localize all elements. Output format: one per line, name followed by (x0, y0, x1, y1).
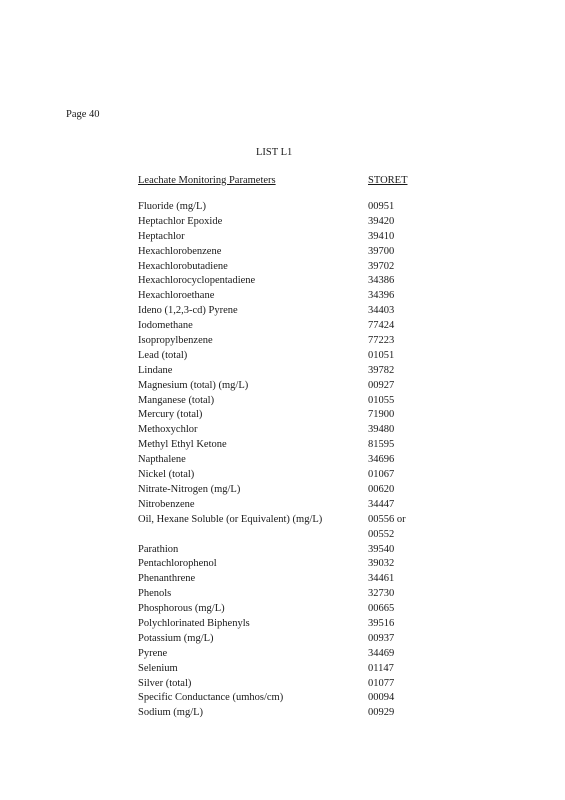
parameter-name: Manganese (total) (138, 394, 215, 406)
parameter-name: Phenols (138, 588, 172, 600)
table-row (138, 515, 438, 545)
parameter-name: Sodium (mg/L) (138, 707, 204, 719)
parameter-name: Hexachlorocyclopentadiene (138, 275, 256, 287)
parameter-name: Magnesium (total) (mg/L) (138, 379, 249, 391)
storet-code: 00094 (368, 692, 395, 704)
storet-code: 01147 (368, 662, 394, 674)
storet-code: 01067 (368, 469, 395, 481)
parameter-name: Hexachloroethane (138, 290, 215, 302)
parameter-name: Lindane (138, 364, 173, 376)
storet-code: 39700 (368, 245, 395, 257)
parameter-name: Mercury (total) (138, 409, 203, 421)
storet-code: 34386 (368, 275, 395, 287)
parameter-name: Heptachlor Epoxide (138, 215, 223, 227)
storet-code: 34403 (368, 305, 395, 317)
parameter-name: Silver (total) (138, 677, 192, 689)
parameter-name: Hexachlorobutadiene (138, 260, 228, 272)
storet-code: 34696 (368, 454, 395, 466)
storet-code: 00665 (368, 603, 395, 615)
list-title: LIST L1 (256, 147, 293, 158)
storet-code: 77424 (368, 320, 395, 332)
storet-code: 01055 (368, 394, 395, 406)
storet-code: 34447 (368, 498, 395, 510)
storet-code: 01051 (368, 349, 395, 361)
parameter-name: Pentachlorophenol (138, 558, 217, 570)
page-number: Page 40 (66, 109, 100, 120)
parameter-name: Hexachlorobenzene (138, 245, 222, 257)
parameter-name: Methyl Ethyl Ketone (138, 439, 227, 451)
parameter-name: Phosphorous (mg/L) (138, 603, 225, 615)
parameter-name: Fluoride (mg/L) (138, 201, 206, 212)
storet-code: 00929 (368, 707, 395, 719)
storet-code: 39420 (368, 215, 395, 227)
storet-code: 00951 (368, 201, 395, 212)
parameter-name: Phenanthrene (138, 573, 196, 585)
storet-code: 39782 (368, 364, 395, 376)
storet-code: 00937 (368, 632, 395, 644)
parameter-name: Lead (total) (138, 349, 188, 361)
parameter-name: Oil, Hexane Soluble (or Equivalent) (mg/L) (138, 513, 323, 525)
storet-code: 01077 (368, 677, 395, 689)
parameter-name: Iodomethane (138, 320, 193, 332)
parameter-column-header: Leachate Monitoring Parameters (138, 175, 276, 186)
storet-code: 77223 (368, 335, 395, 347)
parameter-name: Selenium (138, 662, 178, 674)
parameter-name: Heptachlor (138, 230, 185, 242)
storet-code: 39410 (368, 230, 395, 242)
table-row (138, 708, 438, 723)
parameter-name: Methoxychlor (138, 424, 198, 436)
parameter-list (138, 202, 438, 723)
parameter-name: Parathion (138, 543, 179, 555)
parameter-name: Nickel (total) (138, 469, 195, 481)
storet-code: 39516 (368, 617, 395, 629)
storet-code: 39480 (368, 424, 395, 436)
storet-code: 32730 (368, 588, 395, 600)
parameter-name: Specific Conductance (umhos/cm) (138, 692, 284, 704)
storet-code: 39702 (368, 260, 395, 272)
storet-code: 00927 (368, 379, 395, 391)
parameter-name: Isopropylbenzene (138, 335, 213, 347)
parameter-name: Nitrobenzene (138, 498, 195, 510)
storet-code: 34461 (368, 573, 395, 585)
parameter-name: Ideno (1,2,3-cd) Pyrene (138, 305, 238, 317)
parameter-name: Pyrene (138, 647, 168, 659)
parameter-name: Napthalene (138, 454, 186, 466)
storet-code: 00620 (368, 483, 395, 495)
storet-code: 81595 (368, 439, 395, 451)
storet-code: 34469 (368, 647, 395, 659)
storet-code: 39032 (368, 558, 395, 570)
parameter-name: Potassium (mg/L) (138, 632, 214, 644)
parameter-name: Nitrate-Nitrogen (mg/L) (138, 483, 241, 495)
storet-column-header: STORET (368, 175, 408, 186)
storet-code: 39540 (368, 543, 395, 555)
storet-code: 71900 (368, 409, 395, 421)
storet-code: 00556 or 00552 (368, 513, 406, 540)
parameter-name: Polychlorinated Biphenyls (138, 617, 250, 629)
storet-code: 34396 (368, 290, 395, 302)
